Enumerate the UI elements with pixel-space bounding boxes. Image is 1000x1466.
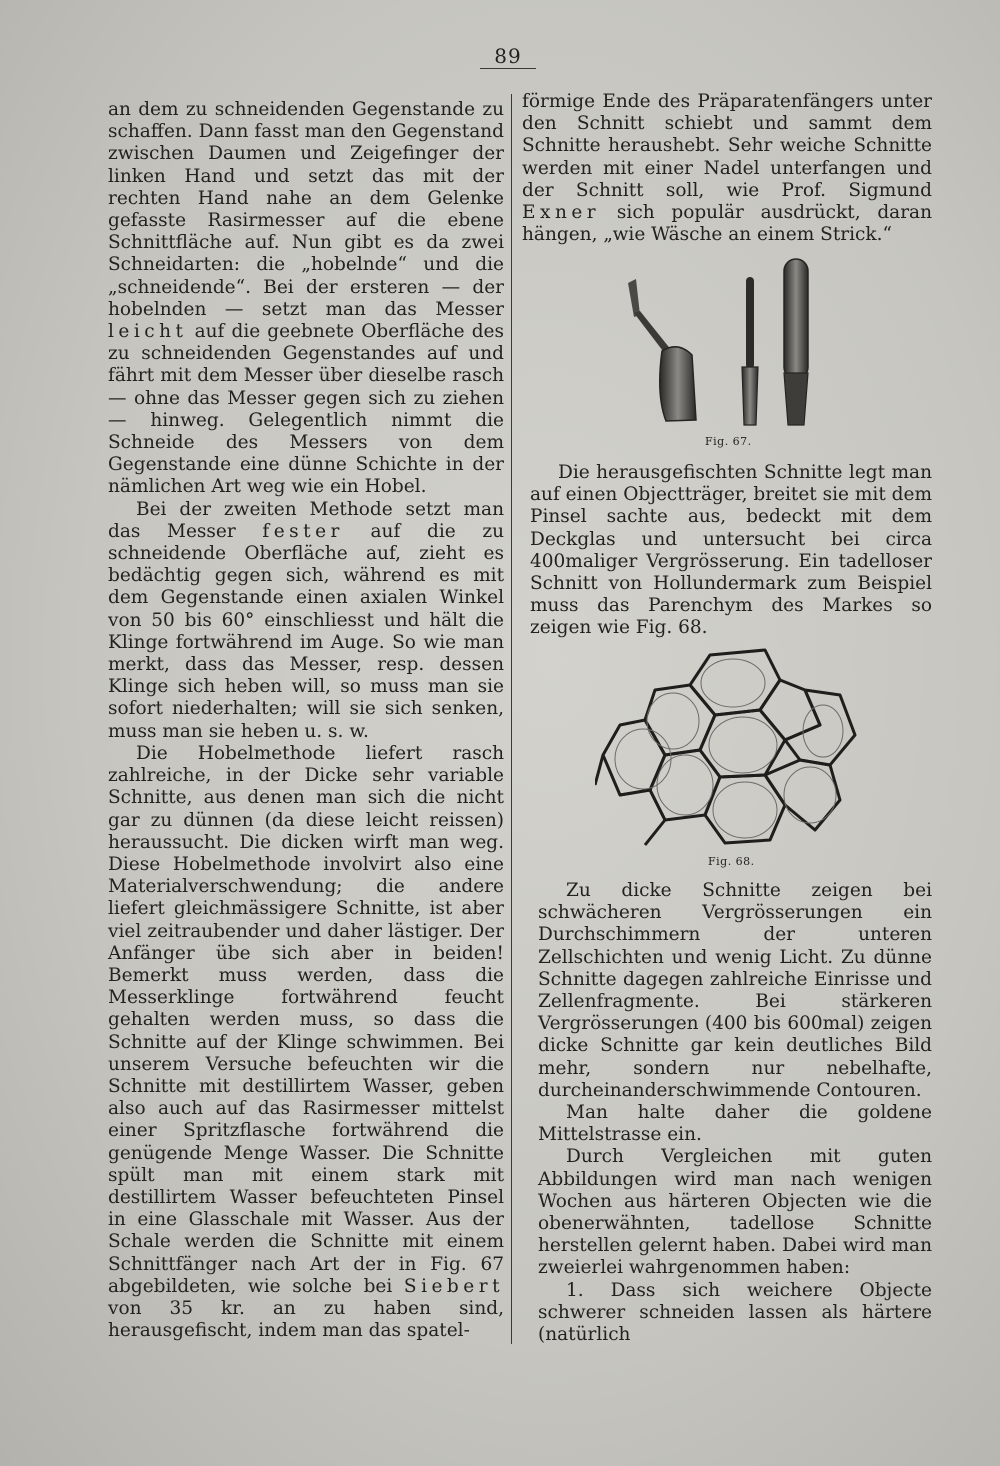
spaced-emphasis: Exner: [522, 202, 601, 224]
paragraph: [108, 99, 504, 499]
spaced-emphasis: leicht: [108, 321, 188, 343]
right-column-top: [522, 91, 932, 246]
paragraph: Die herausgefischten Schnitte legt man auf einen Objectträger, breitet sie mit dem Pinsel sachte aus, bedeckt mit dem Deckglas und untersucht bei circa 400maliger Vergrösserung. Ein tadelloser Schnitt von Hollundermark zum Beispiel muss das Parenchym des Markes so zeigen wie Fig. 68.: [530, 462, 932, 639]
paragraph: [108, 743, 504, 1342]
spaced-emphasis: Siebert: [403, 1275, 504, 1297]
text-run: Die Hobelmethode liefert rasch zahlreiche, in der Dicke sehr variable Schnitte, aus denen man sich die nicht gar zu dünnen (da diese leicht reissen) heraussucht. Die dicken wirft man weg. Diese Hobelmethode involvirt also eine Materialverschwendung; die andere liefert gleichmässigere Schnitte, ist aber viel zeitraubender und daher lästiger. Der Anfänger übe sich aber in beiden! Bemerkt muss werden, dass die Messerklinge fortwährend feucht gehalten werden muss, so dass die Schnitte auf der Klinge schwimmen. Bei unserem Versuche befeuchten wir die Schnitte mit destillirtem Wasser, geben also auch auf das Rasirmesser mittelst einer Spritzflasche fortwährend die genügende Menge Wasser. Die Schnitte spült man mit einem stark mit destillirtem Wasser befeuchteten Pinsel in eine Glasschale mit Wasser. Aus der Schale werden die Schnitte mit einem Schnittfänger nach Art der in Fig. 67 abgebildeten, wie solche bei: [108, 742, 504, 1297]
paragraph: Zu dicke Schnitte zeigen bei schwächeren Vergrösserungen ein Durchschimmern der unteren Zellschichten und wenig Licht. Zu dünne Schnitte dagegen zahlreiche Einrisse und Zellenfragmente. Bei stärkeren Vergrösserungen (400 bis 600mal) zeigen dicke Schnitte gar kein deutliches Bild mehr, sondern nur nebelhafte, durcheinanderschwimmende Contouren.: [538, 880, 932, 1101]
text-run: förmige Ende des Präparatenfängers unter den Schnitt schiebt und sammt dem Schnitte heraushebt. Sehr weiche Schnitte werden mit einer Nadel unterfangen und der Schnitt soll, wie Prof. Sigmund: [522, 91, 932, 201]
spaced-emphasis: fester: [262, 520, 344, 542]
text-run: auf die zu schneidende Oberfläche auf, zieht es bedächtig gegen sich, während es mit dem Gegenstande einen axialen Winkel von 50 bis 60° einschliesst und hält die Klinge fortwährend im Auge. So wie man merkt, dass das Messer, resp. dessen Klinge sich heben will, so muss man sie sofort niederhalten; will sie sich senken, muss man sie heben u. s. w.: [108, 520, 504, 742]
column-divider: [511, 94, 512, 1344]
text-run: auf die geebnete Oberfläche des zu schneidenden Gegenstandes auf und fährt mit dem Messer über dieselbe rasch — ohne das Messer gegen sich zu ziehen — hinweg. Gelegentlich nimmt die Schneide des Messers von dem Gegenstande eine dünne Schichte in der nämlichen Art weg wie ein Hobel.: [108, 321, 504, 498]
text-run: an dem zu schneidenden Gegenstande zu schaffen. Dann fasst man den Gegenstand zwischen Daumen und Zeigefinger der linken Hand und setzt das mit der rechten Hand nahe an dem Gelenke gefasste Rasirmesser auf die ebene Schnittfläche auf. Nun gibt es da zwei Schneidarten: die „hobelnde“ und die „schneidende“. Bei der ersteren — der hobelnden — setzt man das Messer: [108, 99, 504, 320]
text-run: von 35 kr. an zu haben sind, herausgefischt, indem man das spatel-: [108, 1297, 504, 1342]
paragraph: [108, 499, 504, 743]
paragraph: Durch Vergleichen mit guten Abbildungen wird man nach wenigen Wochen aus härteren Objecten wie die obenerwähnten, tadellose Schnitte herstellen gelernt haben. Dabei wird man zweierlei wahrgenommen haben:: [538, 1146, 932, 1279]
right-column-middle: [530, 462, 932, 640]
figure-68-caption: Fig. 68.: [708, 855, 755, 868]
paragraph: 1. Dass sich weichere Objecte schwerer schneiden lassen als härtere (natürlich: [538, 1279, 932, 1346]
handle-tool: [784, 259, 808, 425]
figure-67-caption: Fig. 67.: [705, 435, 752, 448]
text-run: Bei der zweiten Methode setzt man das Messer: [108, 498, 504, 542]
paragraph: [522, 91, 932, 246]
page-number: 89: [494, 44, 522, 68]
paragraph: Man halte daher die goldene Mittelstrasse ein.: [538, 1102, 932, 1146]
page-number-rule: [480, 68, 536, 69]
figure-68-illustration: [595, 645, 865, 850]
spatula-tool: [628, 279, 696, 421]
figure-67-illustration: [600, 255, 840, 430]
left-column: [108, 99, 504, 1342]
right-column-bottom: [538, 880, 932, 1346]
text-run: sich populär ausdrückt, daran hängen, „wie Wäsche an einem Strick.“: [522, 202, 932, 246]
blade-tool: [742, 277, 758, 425]
